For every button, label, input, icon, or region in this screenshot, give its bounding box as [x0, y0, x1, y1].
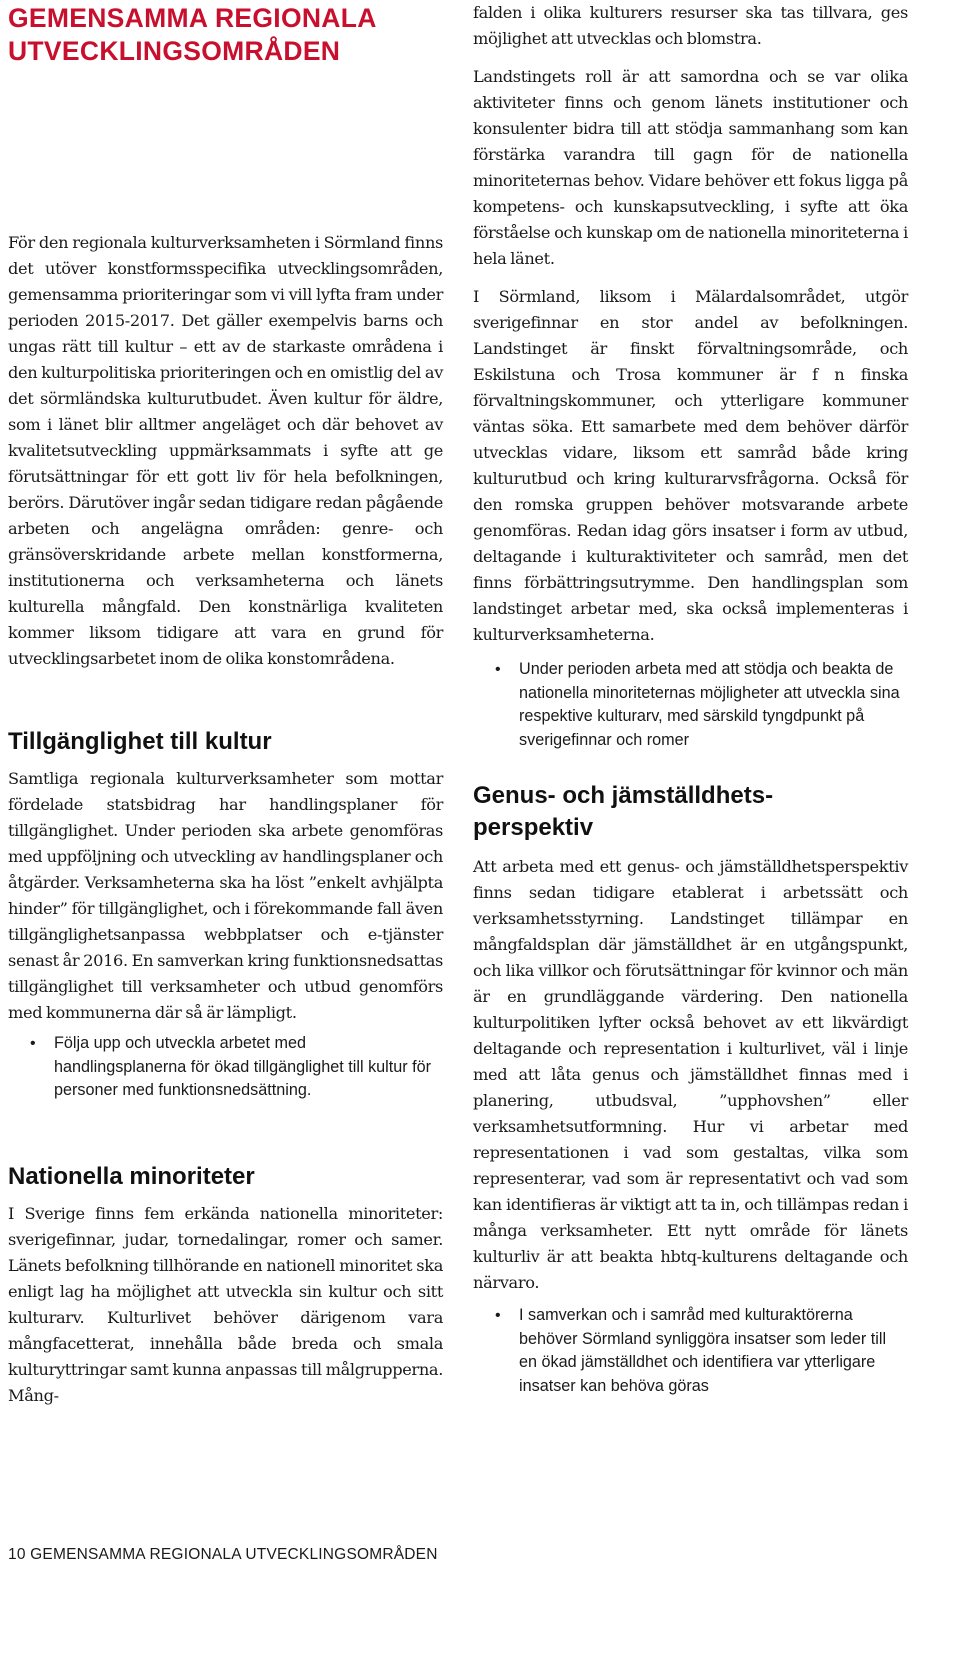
gender-paragraph: Att arbeta med ett genus- och jämställdhetsperspektiv finns sedan tidigare etablerat i arbetssätt och verksamhetsstyrning. Landstinget tillämpar en mångfaldsplan där jämställdhet är en utgångspunkt, och lika villkor och förutsättningar för kvinnor och män är en grundläggande värdering. Den nationella kulturpolitiken lyfter också behovet av ett likvärdigt deltagande och representation i kulturlivet, väl i linje med att låta genus och jämställdhet finnas med i planering, utbudsval, ”upphovshen” eller verksamhetsutformning. Hur vi arbetar med representationen i vad som gestaltas, vilka som representerar, vad som är representativt och vad som kan identifieras är viktigt att ta in, och tillämpas redan i många verksamheter. Ett nytt område för länets kulturliv är att beakta hbtq-kulturens deltagande och närvaro.	[473, 857, 908, 1292]
minorities-paragraph-3: I Sörmland, liksom i Mälardalsområdet, utgör sverigefinnar en stor andel av befolkningen. Landstinget är finskt förvaltningsområde, och Eskilstuna och Trosa kommuner är f n finska förvaltningskommuner, och ytterligare kommuner väntas söka. Ett samarbete med dem behöver därför utvecklas vidare, liksom ett samråd både kring kulturutbud och kring kulturarvsfrågorna. Också för den romska gruppen behöver motsvarande arbete genomföras. Redan idag görs insatser i form av utbud, deltagande i kulturaktiviteter och samråd, men det finns förbättringsutrymme. Den handlingsplan som landstinget arbetar med, ska också implementeras i kulturverksamheterna.	[473, 287, 908, 644]
right-column	[473, 0, 908, 1398]
gender-heading-line-1: Genus- och jämställdhets-	[473, 782, 774, 809]
gender-heading-line-2: perspektiv	[473, 814, 594, 841]
access-paragraph: Samtliga regionala kulturverksamheter som mottar fördelade statsbidrag har handlingsplaner för tillgänglighet. Under perioden ska arbete genomföras med uppföljning och utveckling av handlingsplaner och åtgärder. Verksamheterna ska ha löst ”enkelt avhjälpta hinder” för tillgänglighet, och i förekommande fall även tillgänglighetsanpassa webbplatser och e-tjänster senast år 2016. En samverkan kring funktionsnedsattas tillgänglighet till verksamheter och utbud genomförs med kommunerna där så är lämpligt.	[8, 769, 443, 1022]
page-title-line-2: UTVECKLINGSOMRÅDEN	[8, 36, 341, 66]
list-item	[473, 1304, 908, 1398]
bullet-icon: •	[495, 1307, 501, 1324]
left-column	[8, 0, 443, 1409]
gender-bullet-text: I samverkan och i samråd med kulturaktörerna behöver Sörmland synliggöra insatser som leder till en ökad jämställdhet och identifiera var ytterligare insatser kan behöva göras	[519, 1306, 887, 1395]
minorities-bullet-list	[473, 658, 908, 752]
bullet-icon: •	[495, 661, 501, 678]
minorities-paragraph-2: Landstingets roll är att samordna och se var olika aktiviteter finns och genom länets institutioner och konsulenter bidra till att stödja sammanhang som kan förstärka varandra till gagn för de nationella minoriteternas behov. Vidare behöver ett fokus ligga på kompetens- och kunskapsutveckling, i syfte att öka förståelse och kunskap om de nationella minoriteterna i hela länet.	[473, 67, 908, 268]
page-title	[8, 0, 443, 68]
minorities-paragraph-1-end: falden i olika kulturers resurser ska tas tillvara, ges möjlighet att utvecklas och blomstra.	[473, 3, 908, 48]
access-bullet-text: Följa upp och utveckla arbetet med handlingsplanerna för ökad tillgänglighet till kultur för personer med funktionsnedsättning.	[54, 1034, 432, 1099]
list-item	[473, 658, 908, 752]
bullet-icon: •	[30, 1035, 36, 1052]
page-title-line-1: GEMENSAMMA REGIONALA	[8, 3, 377, 33]
page-number: 10	[8, 1546, 26, 1563]
gender-heading	[473, 780, 908, 844]
list-item	[8, 1032, 443, 1103]
running-title: GEMENSAMMA REGIONALA UTVECKLINGSOMRÅDEN	[30, 1546, 438, 1563]
access-bullet-list	[8, 1032, 443, 1103]
page-footer	[8, 1546, 438, 1564]
intro-paragraph: För den regionala kulturverksamheten i Sörmland finns det utöver konstformsspecifika utvecklingsområden, gemensamma prioriteringar som vi vill lyfta fram under perioden 2015-2017. Det gäller exempelvis barns och ungas rätt till kultur – ett av de starkaste områdena i den kulturpolitiska prioriteringen och en omistlig del av det sörmländska kulturutbudet. Även kultur för äldre, som i länet blir alltmer angeläget och där behovet av kvalitetsutveckling uppmärksammats i syfte att ge förutsättningar för ett gott liv för hela befolkningen, berörs. Därutöver ingår sedan tidigare redan pågående arbeten och angelägna områden: genre- och gränsöverskridande arbete mellan konstformerna, institutionerna och verksamheterna och länets kulturella mångfald. Den konstnärliga kvaliteten kommer liksom tidigare att vara en grund för utvecklingsarbetet inom de olika konstområdena.	[8, 233, 443, 668]
gender-bullet-list	[473, 1304, 908, 1398]
minorities-bullet-text: Under perioden arbeta med att stödja och beakta de nationella minoriteternas möjligheter att utveckla sina respektive kulturarv, med särskild tyngdpunkt på sverigefinnar och romer	[519, 660, 900, 749]
access-heading: Tillgänglighet till kultur	[8, 728, 272, 755]
minorities-heading: Nationella minoriteter	[8, 1162, 255, 1190]
minorities-paragraph-1-start: I Sverige finns fem erkända nationella minoriteter: sverigefinnar, judar, tornedalingar, romer och samer. Länets befolkning tillhörande en nationell minoritet ska enligt lag ha möjlighet att utveckla sin kultur och sitt kulturarv. Kulturlivet behöver därigenom vara mångfacetterat, innehålla både breda och smala kulturyttringar samt kunna anpassas till målgrupperna. Mång-	[8, 1203, 443, 1405]
